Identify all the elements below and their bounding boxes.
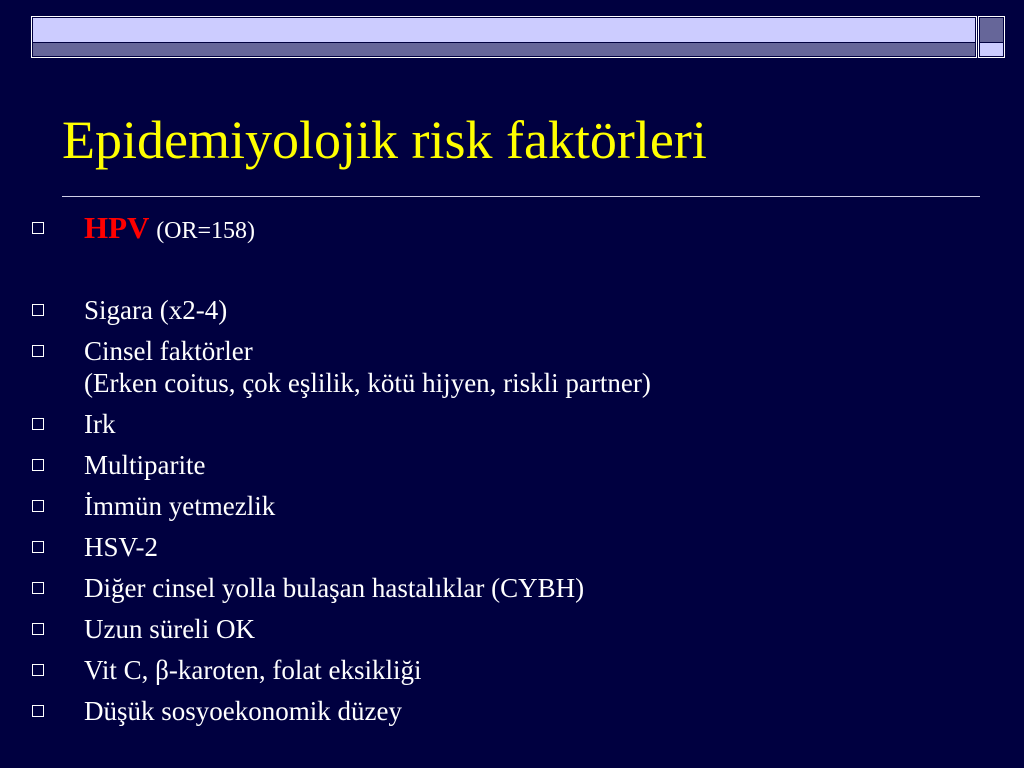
list-item-text: Uzun süreli OK <box>84 614 255 644</box>
hollow-square-bullet-icon <box>32 222 44 234</box>
hollow-square-bullet-icon <box>32 500 44 512</box>
list-item-text: HSV-2 <box>84 532 159 562</box>
list-item-text: Diğer cinsel yolla bulaşan hastalıklar (CYBH) <box>84 573 585 603</box>
hpv-odds-ratio: (OR=158) <box>156 218 256 244</box>
hollow-square-bullet-icon <box>32 705 44 717</box>
list-item-subtext: (Erken coitus, çok eşlilik, kötü hijyen, riskli partner) <box>84 368 651 398</box>
list-item-text: Multiparite <box>84 450 206 480</box>
list-item-text: Cinsel faktörler <box>84 336 253 366</box>
list-item-text: Irk <box>84 409 116 439</box>
hpv-label: HPV <box>84 210 150 245</box>
hollow-square-bullet-icon <box>32 664 44 676</box>
list-item-text: Vit C, β-karoten, folat eksikliği <box>84 655 422 685</box>
hollow-square-bullet-icon <box>32 345 44 357</box>
slide-title: Epidemiyolojik risk faktörleri <box>62 110 707 170</box>
hollow-square-bullet-icon <box>32 541 44 553</box>
list-item-text: İmmün yetmezlik <box>84 491 276 521</box>
list-item-text: Düşük sosyoekonomik düzey <box>84 696 402 726</box>
hollow-square-bullet-icon <box>32 304 44 316</box>
hollow-square-bullet-icon <box>32 459 44 471</box>
hollow-square-bullet-icon <box>32 582 44 594</box>
list-item-text: Sigara (x2-4) <box>84 295 228 325</box>
hollow-square-bullet-icon <box>32 623 44 635</box>
hollow-square-bullet-icon <box>32 418 44 430</box>
